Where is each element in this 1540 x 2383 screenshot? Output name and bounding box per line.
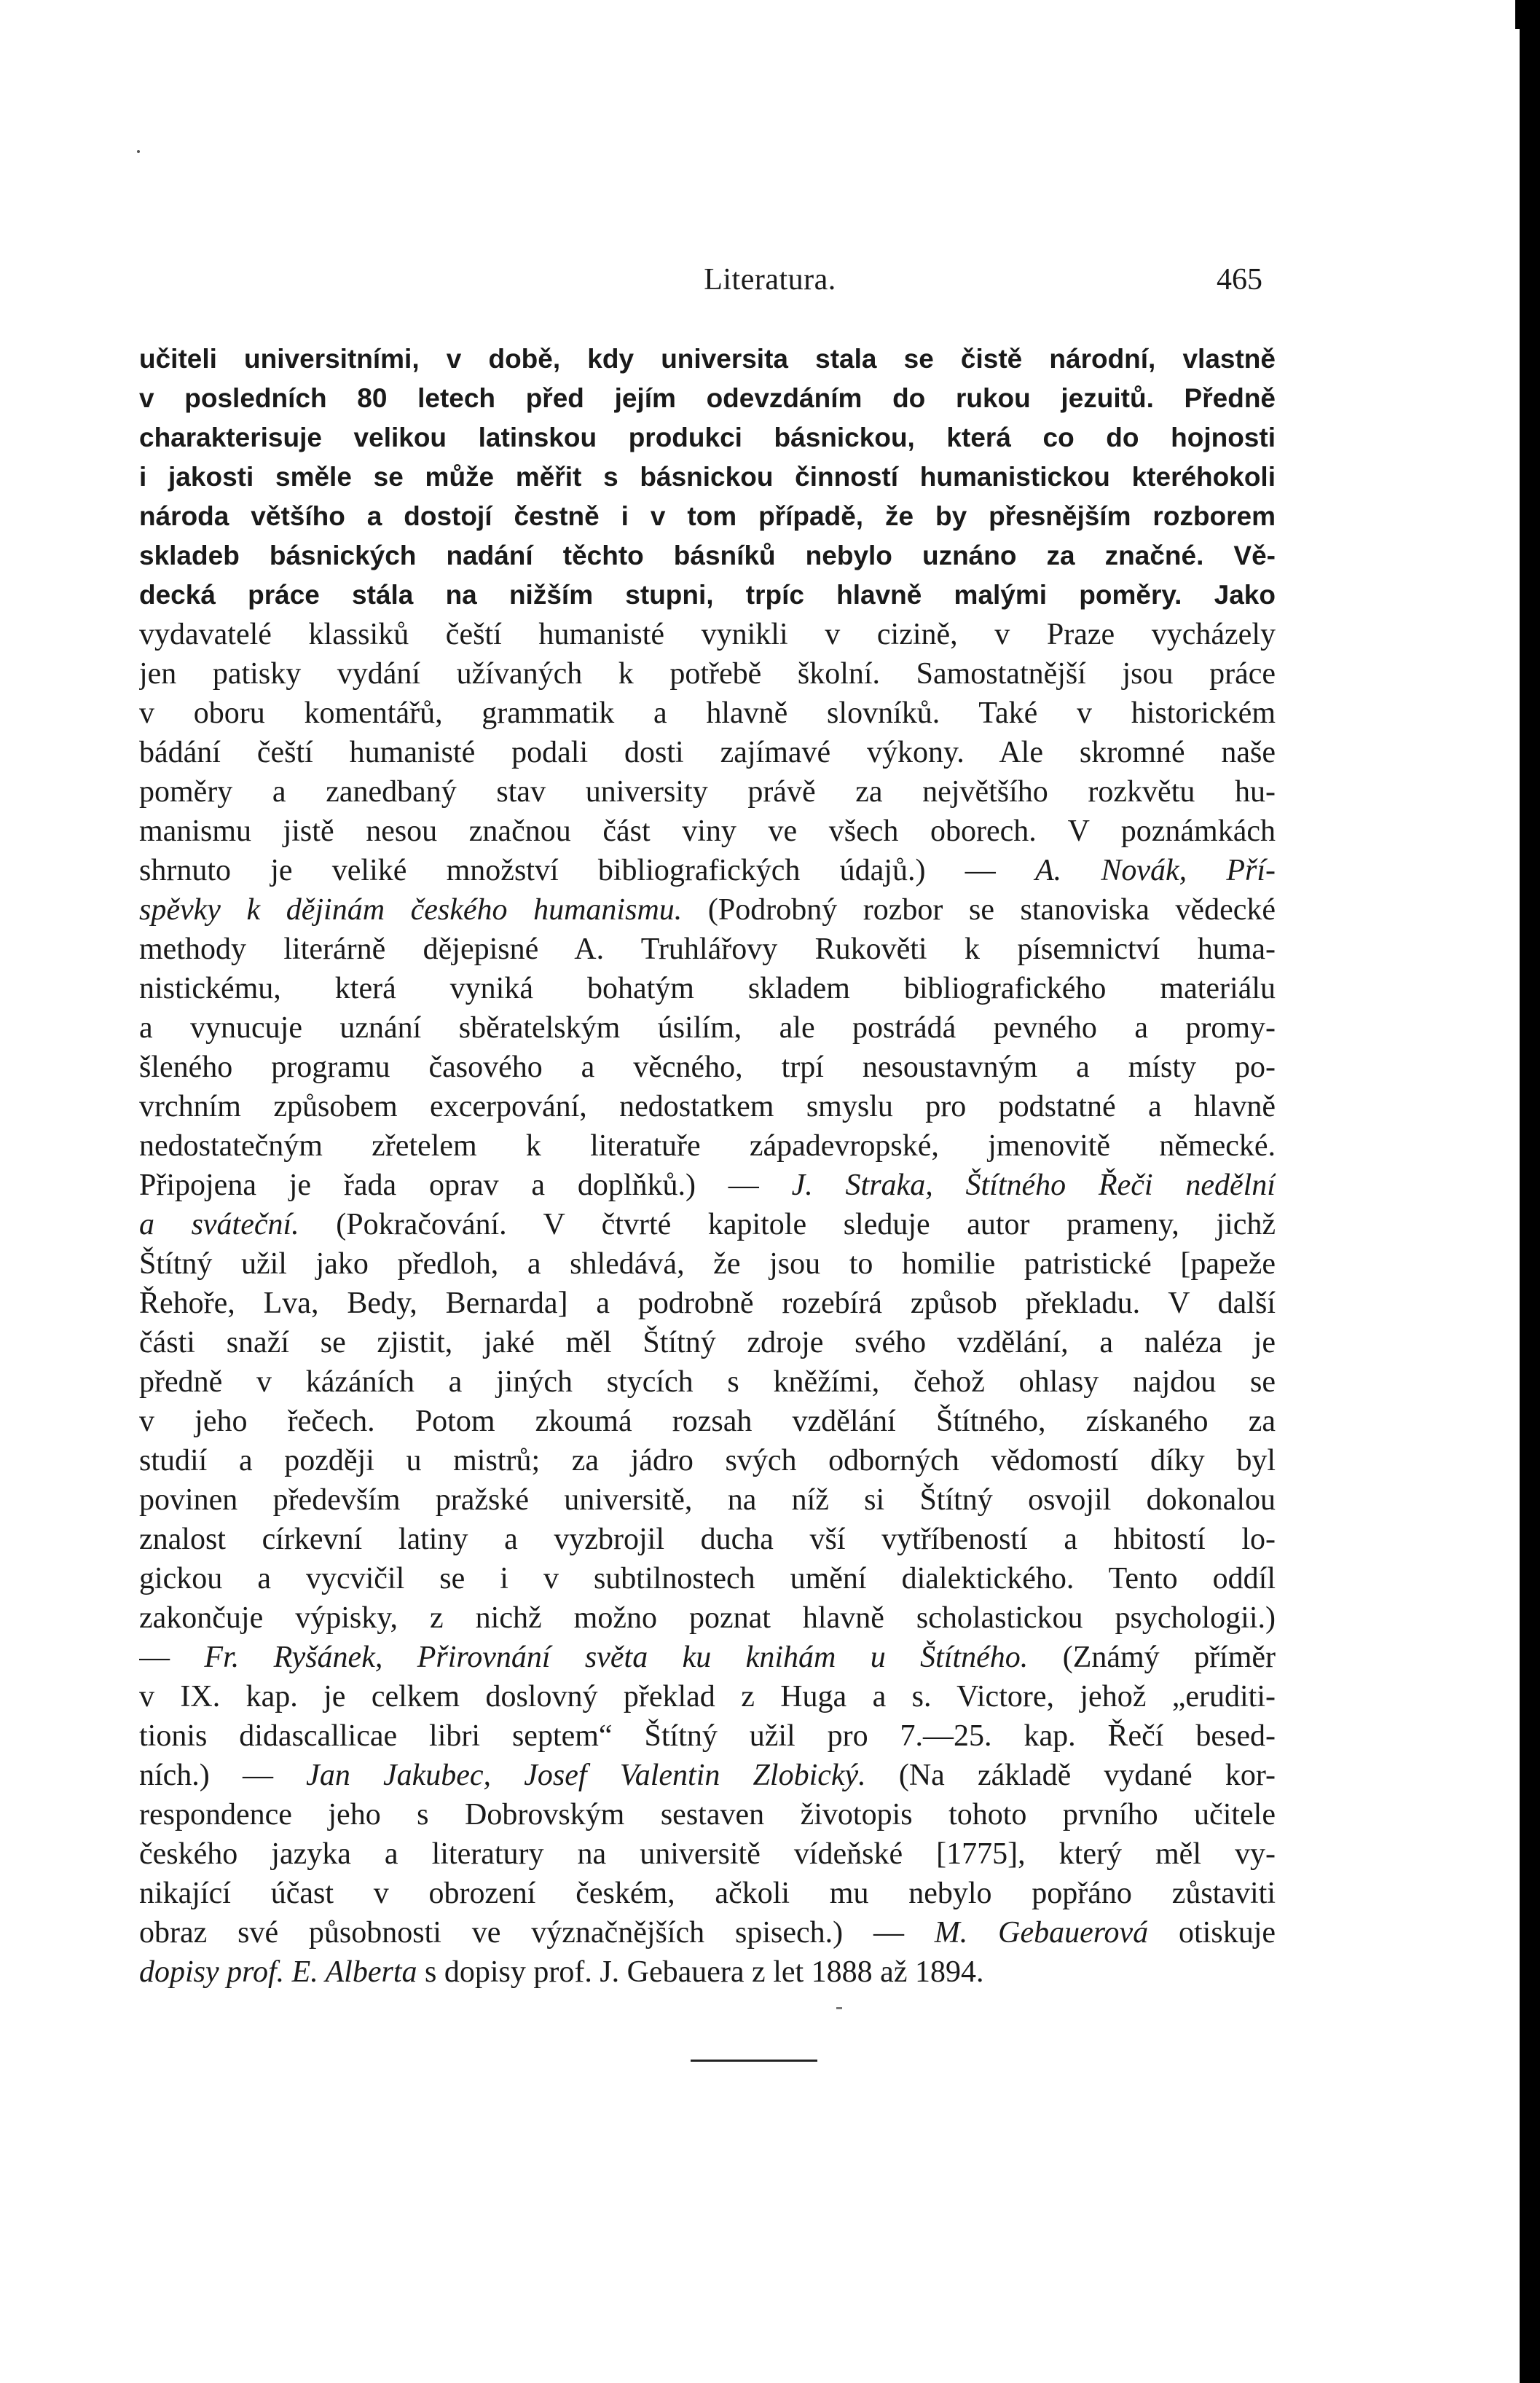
section-end-rule <box>691 2060 817 2062</box>
text-line: spěvky k dějinám českého humanismu. (Podrobný rozbor se stanoviska vědecké <box>139 893 1276 927</box>
running-header <box>0 262 1540 306</box>
text-line: Řehoře, Lva, Bedy, Bernarda] a podrobně rozebírá způsob překladu. V další <box>139 1287 1276 1320</box>
text-line: studií a později u mistrů; za jádro svých odborných vědomostí díky byl <box>139 1444 1276 1477</box>
text-line: části snaží se zjistit, jaké měl Štítný zdroje svého vzdělání, a naléza je <box>139 1326 1276 1359</box>
text-line: Štítný užil jako předloh, a shledává, že jsou to homilie patristické [papeže <box>139 1247 1276 1281</box>
text-line: Připojena je řada oprav a doplňků.) — J. Straka, Štítného Řeči nedělní <box>139 1169 1276 1202</box>
text-line: tionis didascallicae libri septem“ Štítný užil pro 7.—25. kap. Řečí besed- <box>139 1719 1276 1753</box>
citation-italic: a sváteční. <box>139 1208 299 1241</box>
text-line: učiteli universitními, v době, kdy universita stala se čistě národní, vlastně <box>139 344 1276 374</box>
text-line: ních.) — Jan Jakubec, Josef Valentin Zlobický. (Na základě vydané kor- <box>139 1759 1276 1792</box>
text-line: šleného programu časového a věcného, trpí nesoustavným a místy po- <box>139 1051 1276 1084</box>
text-line: v posledních 80 letech před jejím odevzdáním do rukou jezuitů. Předně <box>139 383 1276 413</box>
scan-edge-notch <box>1515 0 1520 29</box>
text-line: methody literárně dějepisné A. Truhlářovy Rukověti k písemnictví huma- <box>139 933 1276 966</box>
page-number: 465 <box>1217 263 1262 297</box>
text-line: českého jazyka a literatury na universitě vídeňské [1775], který měl vy- <box>139 1837 1276 1871</box>
text-line: jen patisky vydání užívaných k potřebě školní. Samostatnější jsou práce <box>139 657 1276 691</box>
citation-italic: Fr. Ryšánek, Přirovnání světa ku knihám u Štítného. <box>204 1641 1029 1674</box>
text-line: předně v kázáních a jiných stycích s kněžími, čehož ohlasy najdou se <box>139 1365 1276 1399</box>
text-line: shrnuto je veliké množství bibliografických údajů.) — A. Novák, Pří- <box>139 854 1276 887</box>
citation-italic: dopisy prof. E. Alberta <box>139 1955 417 1989</box>
text-line: zakončuje výpisky, z nichž možno poznat hlavně scholastickou psychologii.) <box>139 1601 1276 1635</box>
text-line: i jakosti směle se může měřit s básnickou činností humanistickou kteréhokoli <box>139 462 1276 492</box>
text-line: skladeb básnických nadání těchto básníků nebylo uznáno za značné. Vě- <box>139 541 1276 570</box>
text-line: gickou a vycvičil se i v subtilnostech umění dialektického. Tento oddíl <box>139 1562 1276 1595</box>
citation-italic: J. Straka, Štítného Řeči nedělní <box>791 1169 1276 1202</box>
text-line: a vynucuje uznání sběratelským úsilím, ale postrádá pevného a promy- <box>139 1011 1276 1045</box>
citation-italic: M. Gebauerová <box>934 1916 1149 1950</box>
text-line: znalost církevní latiny a vyzbrojil ducha vší vytříbeností a hbitostí lo- <box>139 1523 1276 1556</box>
scan-speck <box>137 150 140 153</box>
citation-italic: A. Novák, Pří- <box>1034 854 1276 887</box>
text-line: respondence jeho s Dobrovským sestaven životopis tohoto prvního učitele <box>139 1798 1276 1832</box>
text-line: poměry a zanedbaný stav university právě za největšího rozkvětu hu- <box>139 775 1276 809</box>
text-line: nistickému, která vyniká bohatým skladem bibliografického materiálu <box>139 972 1276 1005</box>
text-line: národa většího a dostojí čestně i v tom případě, že by přesnějším rozborem <box>139 501 1276 531</box>
text-line: charakterisuje velikou latinskou produkci básnickou, která co do hojnosti <box>139 423 1276 452</box>
scan-edge-right <box>1520 0 1540 2383</box>
text-line: nikající účast v obrození českém, ačkoli mu nebylo popřáno zůstaviti <box>139 1877 1276 1910</box>
text-line: a sváteční. (Pokračování. V čtvrté kapitole sleduje autor prameny, jichž <box>139 1208 1276 1241</box>
text-line: nedostatečným zřetelem k literatuře západevropské, jmenovitě německé. <box>139 1129 1276 1163</box>
text-line: decká práce stála na nižším stupni, trpíc hlavně malými poměry. Jako <box>139 580 1276 610</box>
text-line: v jeho řečech. Potom zkoumá rozsah vzdělání Štítného, získaného za <box>139 1405 1276 1438</box>
text-line: vrchním způsobem excerpování, nedostatkem smyslu pro podstatné a hlavně <box>139 1090 1276 1123</box>
text-line: bádání čeští humanisté podali dosti zajímavé výkony. Ale skromné naše <box>139 736 1276 769</box>
citation-italic: spěvky k dějinám českého humanismu. <box>139 893 683 927</box>
text-line: manismu jistě nesou značnou část viny ve všech oborech. V poznámkách <box>139 814 1276 848</box>
scan-smudge <box>836 2007 842 2009</box>
text-line: v IX. kap. je celkem doslovný překlad z Huga a s. Victore, jehož „eruditi- <box>139 1680 1276 1713</box>
text-line: povinen především pražské universitě, na níž si Štítný osvojil dokonalou <box>139 1483 1276 1517</box>
citation-italic: Jan Jakubec, Josef Valentin Zlobický. <box>306 1759 866 1792</box>
text-line: — Fr. Ryšánek, Přirovnání světa ku knihám u Štítného. (Známý příměr <box>139 1641 1276 1674</box>
text-line: obraz své působnosti ve význačnějších spisech.) — M. Gebauerová otiskuje <box>139 1916 1276 1950</box>
text-line: vydavatelé klassiků čeští humanisté vynikli v cizině, v Praze vycházely <box>139 618 1276 651</box>
running-title: Literatura. <box>704 263 836 297</box>
body-text <box>139 339 1276 1992</box>
text-line: v oboru komentářů, grammatik a hlavně slovníků. Také v historickém <box>139 696 1276 730</box>
text-line-last: dopisy prof. E. Alberta s dopisy prof. J. Gebauera z let 1888 až 1894. <box>139 1955 984 1989</box>
